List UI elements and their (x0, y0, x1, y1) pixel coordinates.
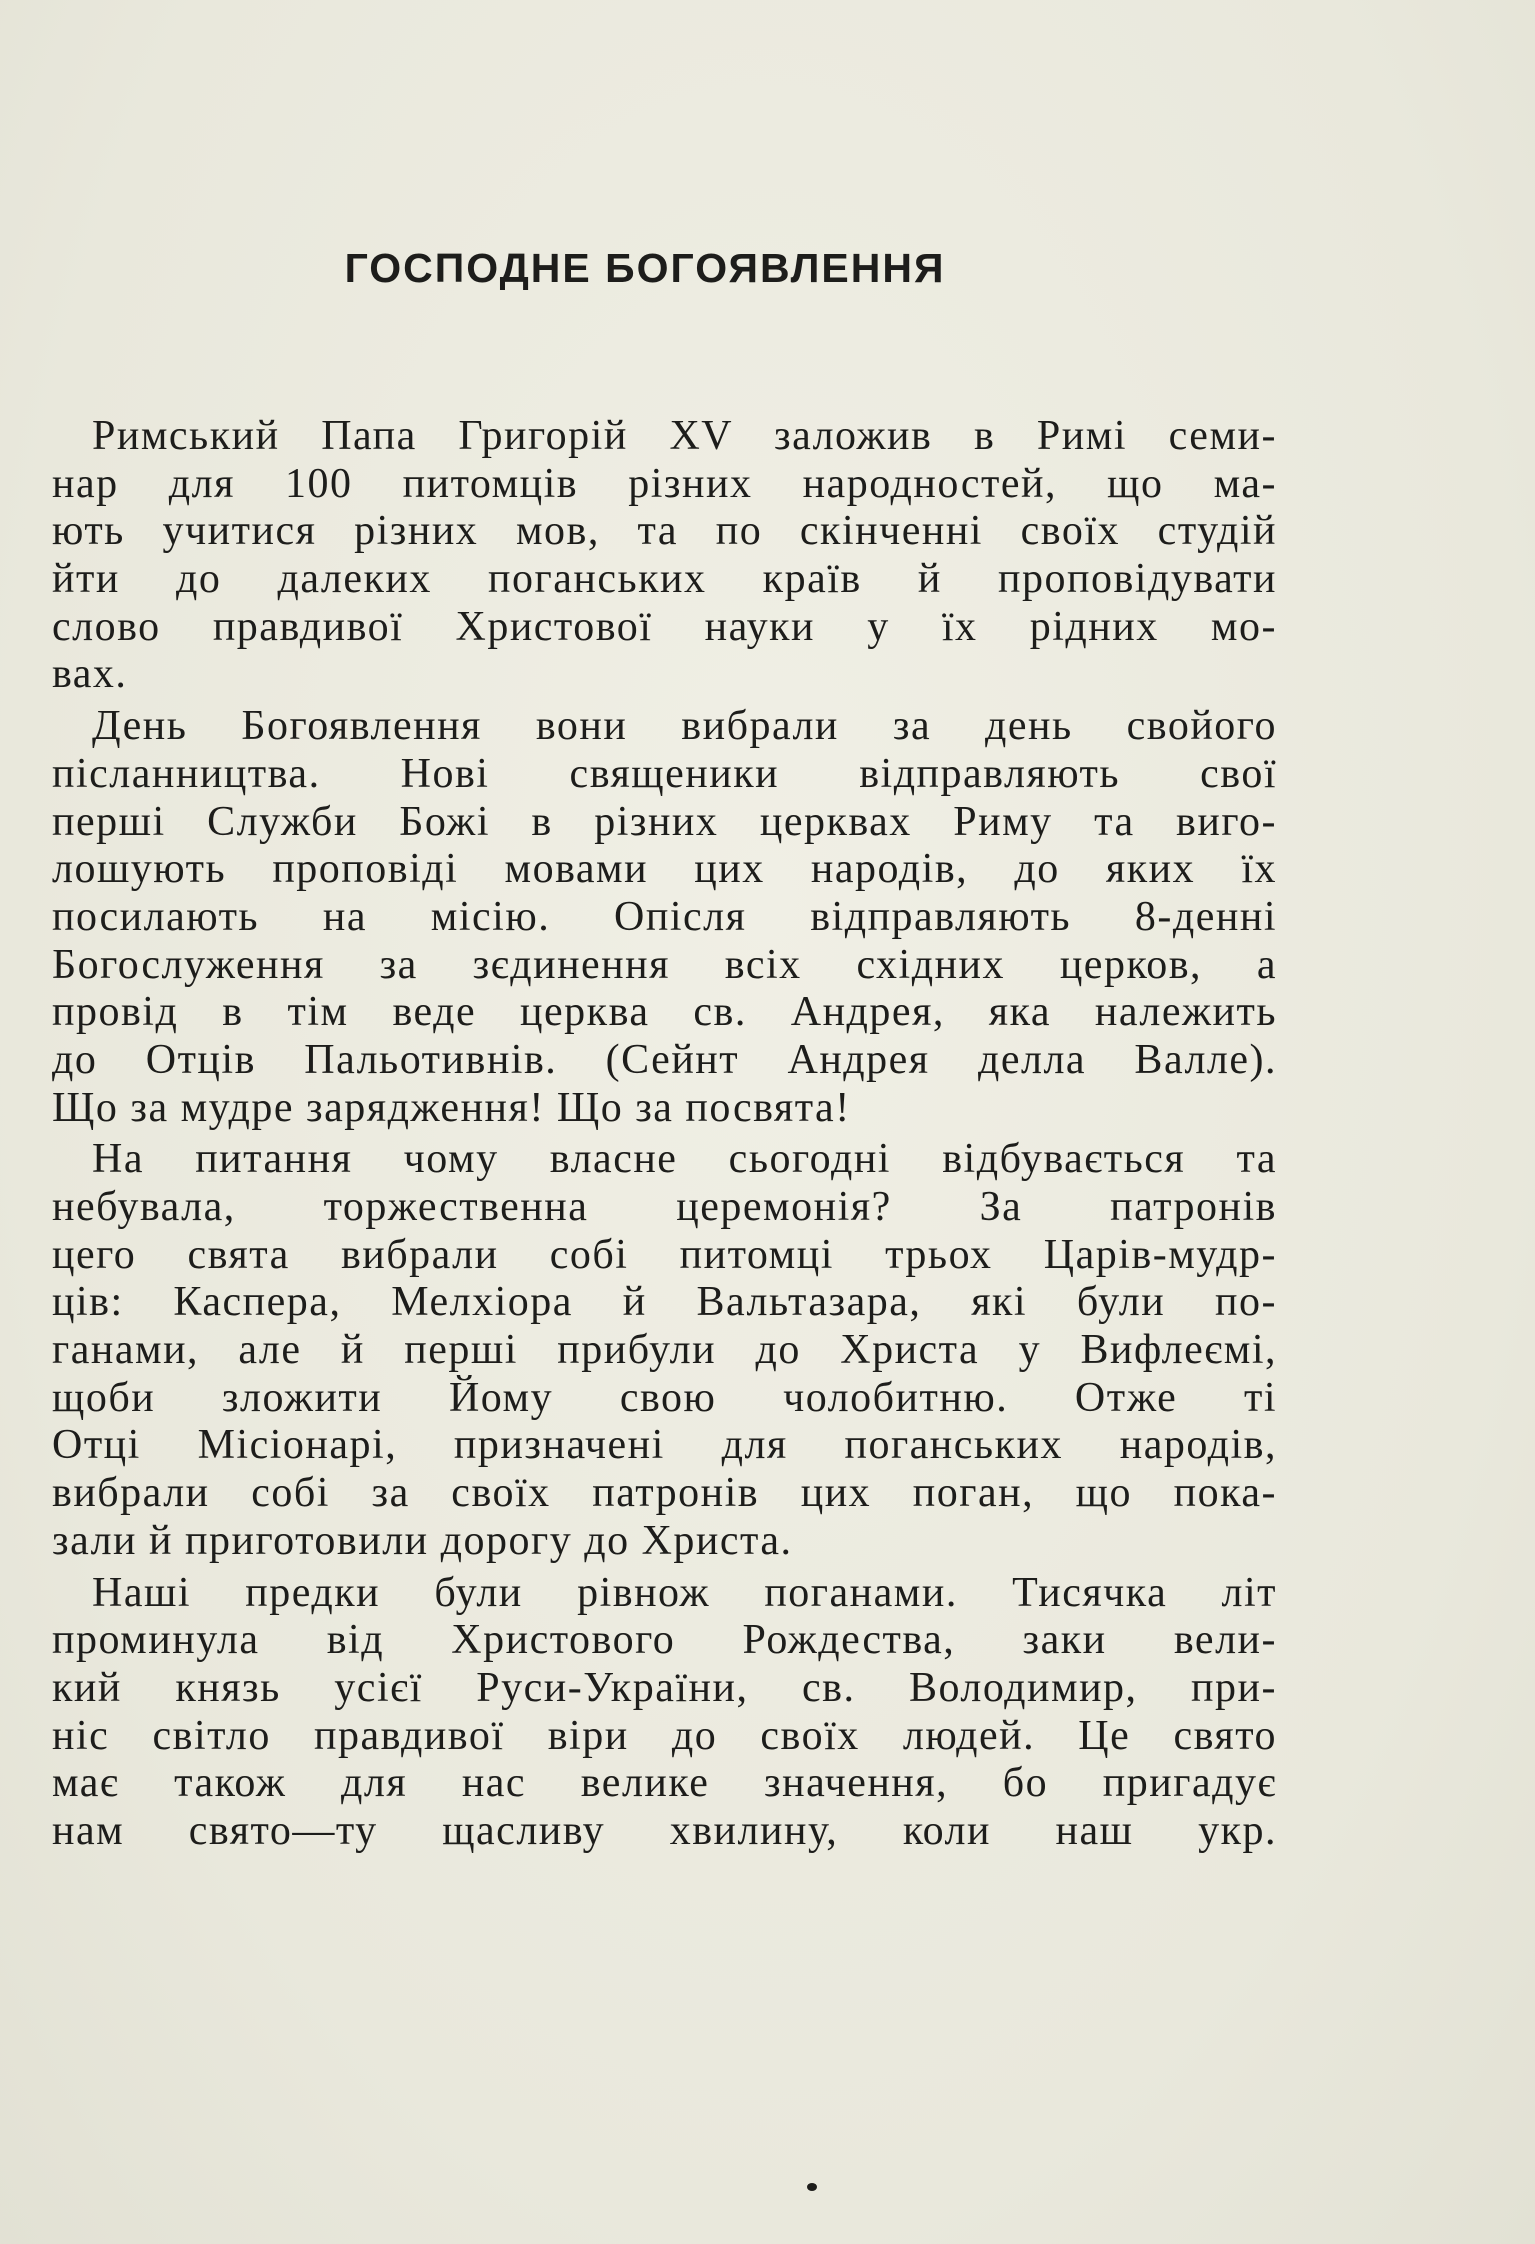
text-line: Римський Папа Григорій XV заложив в Римі семи- (92, 413, 1277, 459)
page-title: ГОСПОДНЕ БОГОЯВЛЕННЯ (344, 245, 946, 291)
text-line: зали й приготовили дорогу до Христа. (52, 1517, 793, 1564)
text-line: Що за мудре зарядження! Що за посвята! (52, 1084, 851, 1131)
text-line: слово правдивої Христової науки у їх рідних мо- (52, 603, 1277, 650)
text-line: Богослуження за зєдинення всіх східних церков, а (52, 941, 1277, 988)
text-line: лошують проповіді мовами цих народів, до яких їх (52, 846, 1277, 893)
text-line: щоби зложити Йому свою чолобитню. Отже ті (52, 1374, 1277, 1421)
text-line: провід в тім веде церква св. Андрея, яка належить (52, 989, 1277, 1036)
text-line: проминула від Христового Рождества, заки вели- (52, 1617, 1277, 1664)
text-line: кий князь усієї Руси-України, св. Володимир, при- (52, 1664, 1277, 1711)
text-line: ців: Каспера, Мелхіора й Вальтазара, які були по- (52, 1279, 1277, 1326)
text-line: Наші предки були рівнож поганами. Тисячка літ (92, 1569, 1277, 1616)
text-line: посилають на місію. Опісля відправляють 8-денні (52, 893, 1277, 940)
text-line: йти до далеких поганських країв й проповідувати (52, 556, 1277, 603)
text-line: цего свята вибрали собі питомці трьох Царів-мудр- (52, 1231, 1277, 1278)
text-line: вибрали собі за своїх патронів цих поган, що пока- (52, 1470, 1277, 1517)
text-line: нам свято—ту щасливу хвилину, коли наш укр. (52, 1807, 1277, 1854)
text-line: вах. (52, 651, 128, 698)
text-line: до Отців Пальотивнів. (Сейнт Андрея делла Валле). (52, 1036, 1277, 1083)
page-mark (807, 2183, 817, 2191)
text-line: ють учитися різних мов, та по скінченні своїх студій (52, 508, 1277, 555)
text-line: ніс світло правдивої віри до своїх людей. Це свято (52, 1712, 1277, 1759)
text-line: небувала, торжественна церемонія? За патронів (52, 1184, 1277, 1230)
text-line: нар для 100 питомців різних народностей, що ма- (52, 460, 1277, 507)
text-line: Отці Місіонарі, призначені для поганських народів, (52, 1422, 1277, 1469)
text-line: На питання чому власне сьогодні відбувається та (92, 1136, 1277, 1183)
text-line: післанництва. Нові священики відправляють свої (52, 750, 1277, 797)
text-line: ганами, але й перші прибули до Христа у Вифлеємі, (52, 1327, 1277, 1374)
text-line: перші Служби Божі в різних церквах Риму та виго- (52, 798, 1277, 845)
text-line: День Богоявлення вони вибрали за день свойого (92, 703, 1277, 750)
body-text (52, 413, 1277, 1856)
text-line: має також для нас велике значення, бо пригадує (52, 1760, 1277, 1807)
